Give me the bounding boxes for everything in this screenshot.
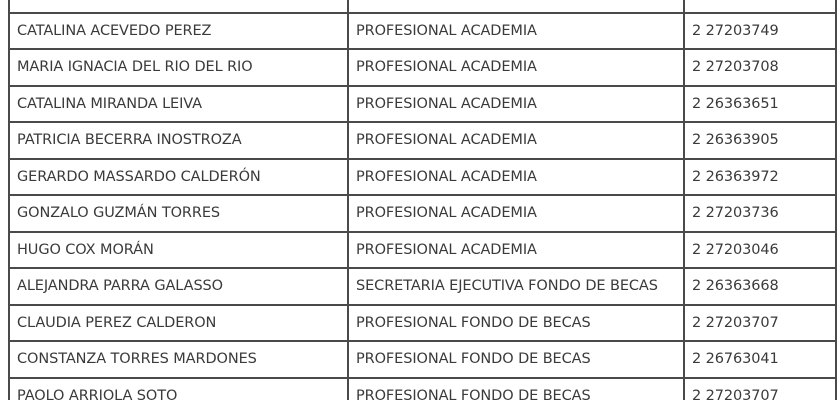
role-cell: PROFESIONAL ACADEMIA [348, 86, 684, 123]
phone-cell: 2 26363651 [684, 86, 836, 123]
name-cell: PAOLO ARRIOLA SOTO [9, 378, 348, 400]
table-row [9, 305, 836, 342]
table-row [9, 378, 836, 400]
name-cell: HUGO COX MORÁN [9, 232, 348, 269]
role-cell: PROFESIONAL ACADEMIA [348, 13, 684, 50]
table-row [9, 122, 836, 159]
name-cell: MARIA IGNACIA DEL RIO DEL RIO [9, 49, 348, 86]
phone-cell: 2 27203736 [684, 195, 836, 232]
table-row [9, 86, 836, 123]
table-row [9, 0, 836, 13]
phone-cell: 2 26363972 [684, 159, 836, 196]
role-cell: PROFESIONAL ACADEMIA [348, 232, 684, 269]
phone-cell: 2 27203046 [684, 232, 836, 269]
table-row [9, 268, 836, 305]
name-cell: CONSTANZA TORRES MARDONES [9, 341, 348, 378]
role-cell: PROFESIONAL FONDO DE BECAS [348, 341, 684, 378]
name-cell: GERARDO MASSARDO CALDERÓN [9, 159, 348, 196]
name-cell: CATALINA MIRANDA LEIVA [9, 86, 348, 123]
phone-cell: 2 27203707 [684, 305, 836, 342]
phone-cell: 2 26363905 [684, 122, 836, 159]
table-row [9, 49, 836, 86]
name-cell: ALEJANDRA PARRA GALASSO [9, 268, 348, 305]
phone-cell: 2 27203749 [684, 13, 836, 50]
name-cell [9, 0, 348, 13]
phone-cell: 2 26363668 [684, 268, 836, 305]
name-cell: CLAUDIA PEREZ CALDERON [9, 305, 348, 342]
table-row [9, 195, 836, 232]
phone-cell: 2 27203707 [684, 378, 836, 400]
role-cell: PROFESIONAL ACADEMIA [348, 159, 684, 196]
table-row [9, 13, 836, 50]
role-cell: PROFESIONAL FONDO DE BECAS [348, 378, 684, 400]
staff-directory-table [8, 0, 837, 400]
role-cell [348, 0, 684, 13]
phone-cell: 2 26763041 [684, 341, 836, 378]
name-cell: CATALINA ACEVEDO PEREZ [9, 13, 348, 50]
role-cell: PROFESIONAL ACADEMIA [348, 195, 684, 232]
role-cell: PROFESIONAL ACADEMIA [348, 122, 684, 159]
phone-cell: 2 27203708 [684, 49, 836, 86]
name-cell: GONZALO GUZMÁN TORRES [9, 195, 348, 232]
role-cell: PROFESIONAL ACADEMIA [348, 49, 684, 86]
role-cell: SECRETARIA EJECUTIVA FONDO DE BECAS [348, 268, 684, 305]
name-cell: PATRICIA BECERRA INOSTROZA [9, 122, 348, 159]
phone-cell [684, 0, 836, 13]
role-cell: PROFESIONAL FONDO DE BECAS [348, 305, 684, 342]
table-row [9, 341, 836, 378]
table-row [9, 159, 836, 196]
table-row [9, 232, 836, 269]
